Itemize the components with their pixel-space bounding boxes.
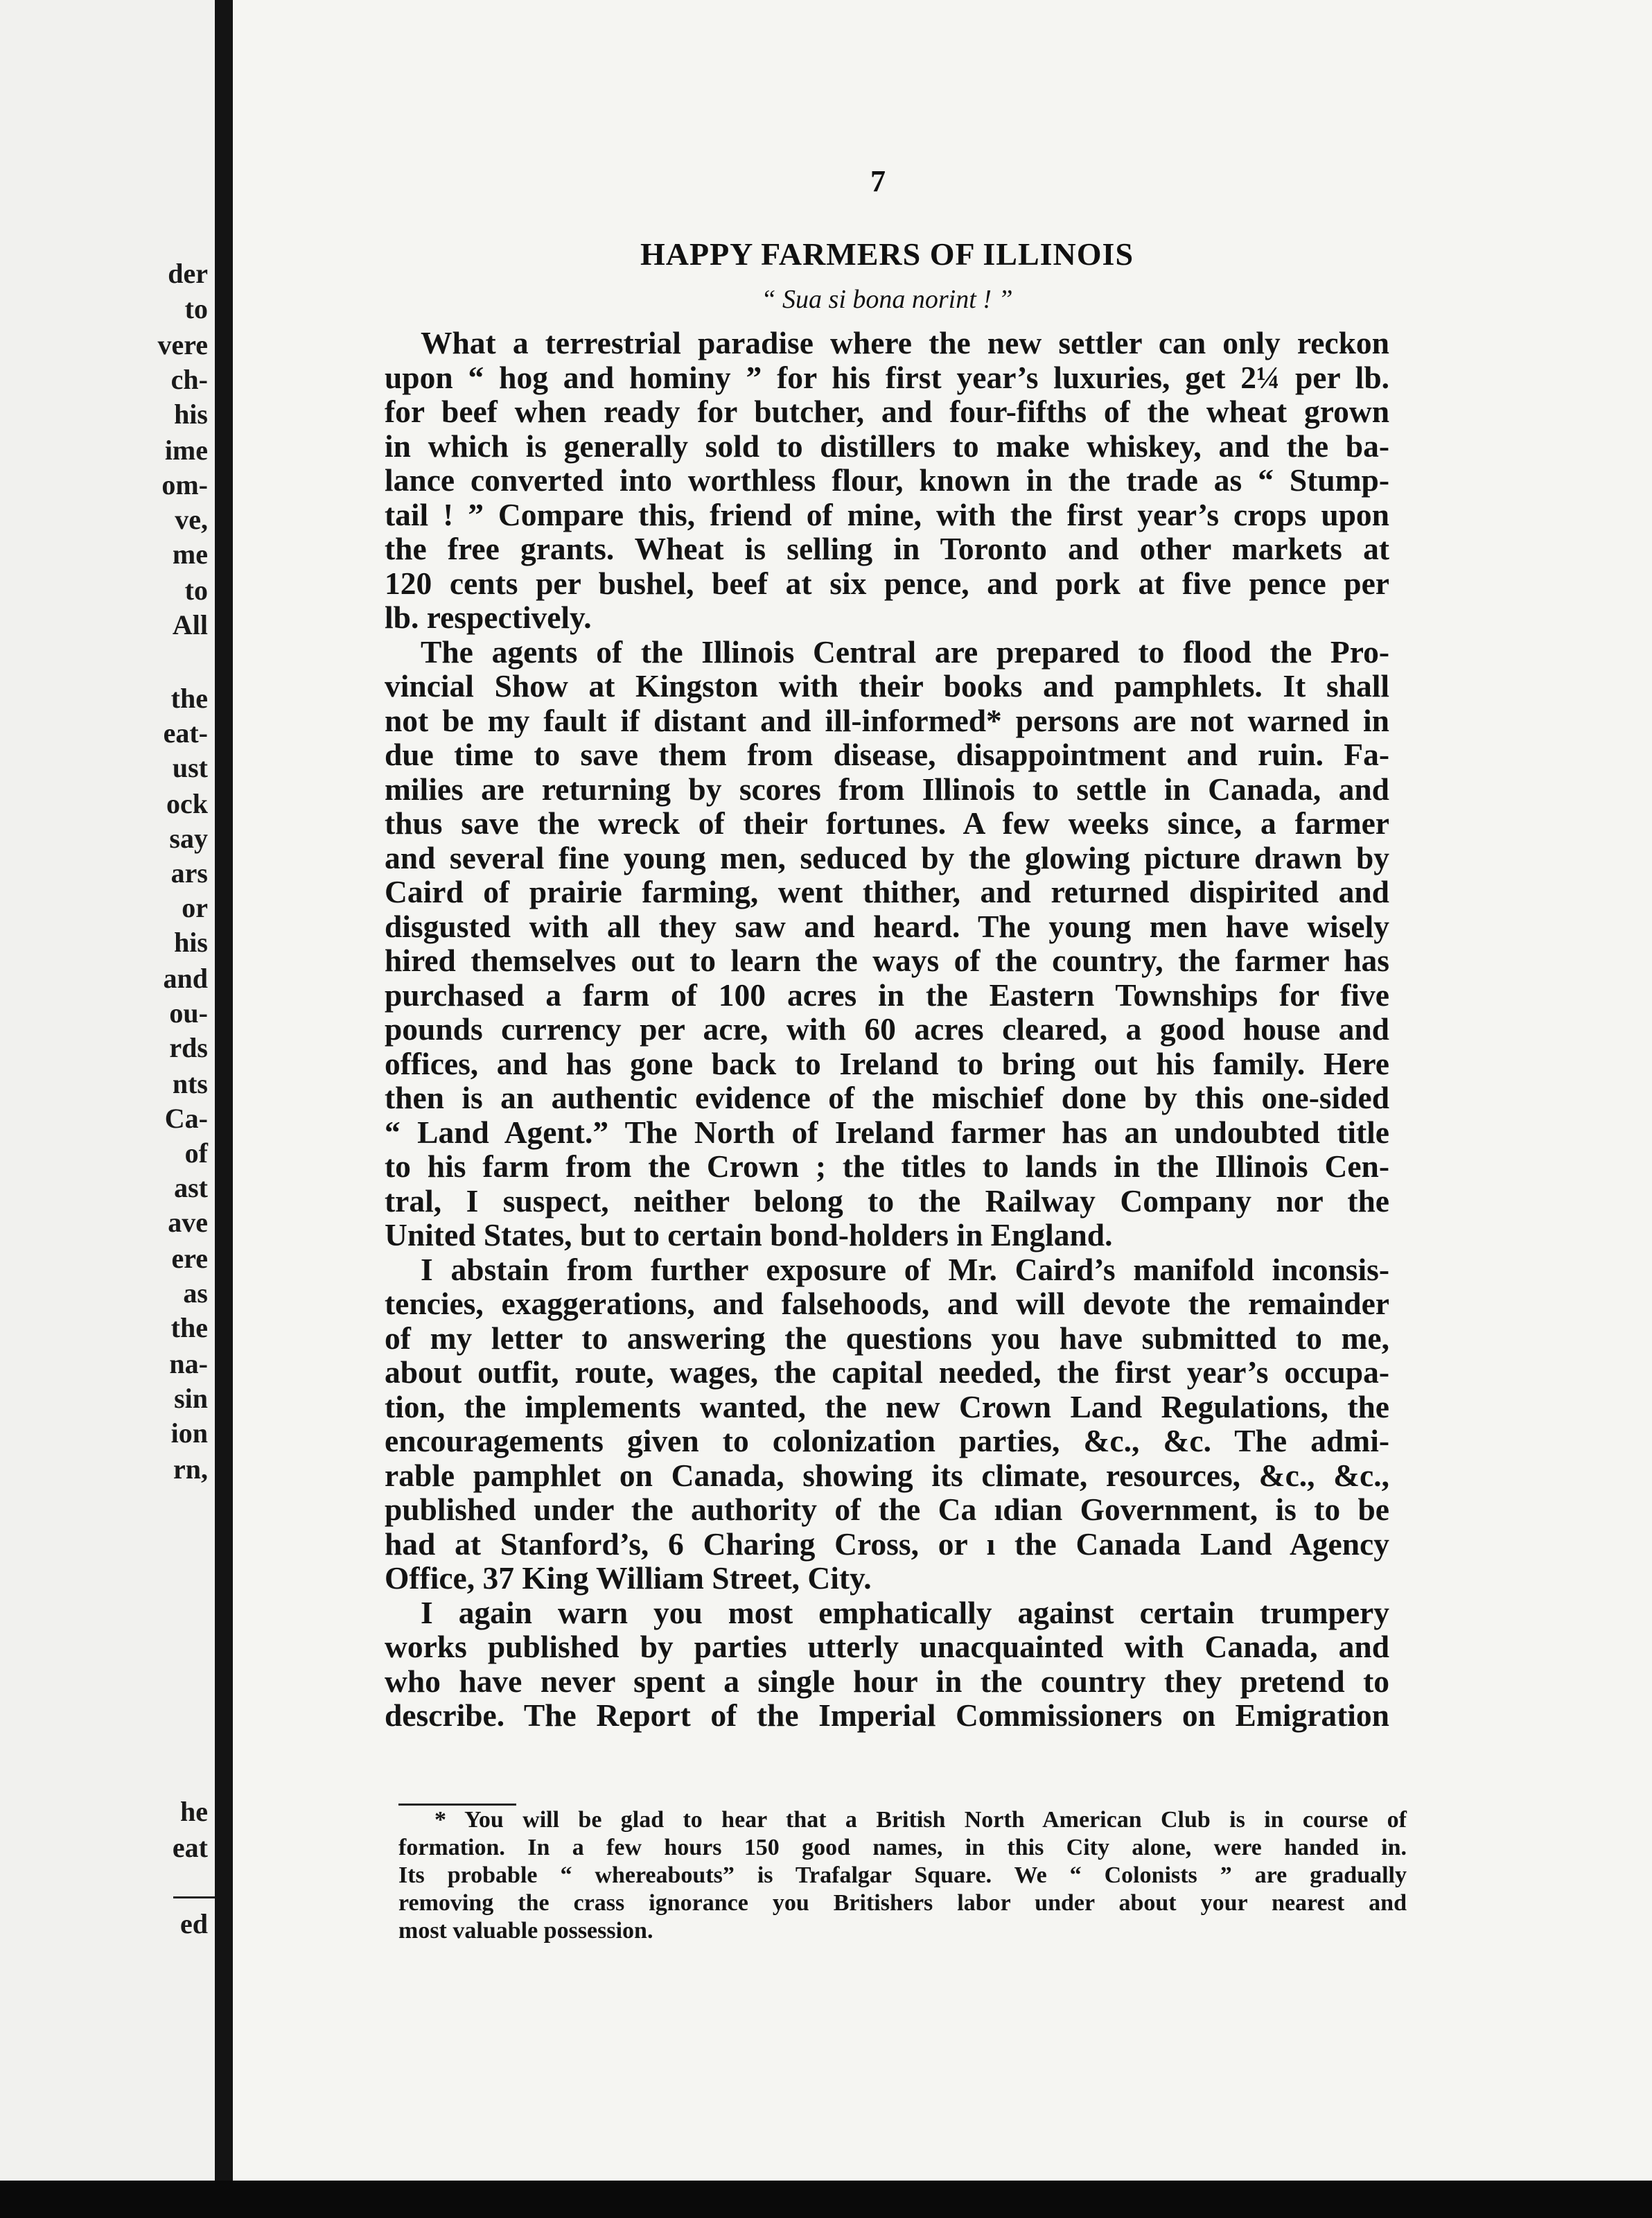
facing-page-word-fragment: to [184,575,208,606]
text-line: rable pamphlet on Canada, showing its climate, resources, &c., &c., [385,1457,1389,1493]
text-line: milies are returning by scores from Illinois to settle in Canada, and [385,771,1389,807]
facing-page-rule [173,1896,215,1898]
footnote-line: removing the crass ignorance you Britishers labor under about your nearest and [398,1890,1407,1916]
facing-page-word-fragment: his [174,927,208,958]
facing-page-word-fragment: der [168,258,208,289]
facing-page-word-fragment: Ca- [164,1103,208,1134]
text-line: thus save the wreck of their fortunes. A few weeks since, a farmer [385,805,1389,841]
facing-page-fragment [0,0,215,2181]
facing-page-word-fragment: ou- [169,997,208,1029]
footnote-line: most valuable possession. [398,1918,653,1944]
text-line: lance converted into worthless flour, known in the trade as “ Stump- [385,462,1389,498]
footnote-line: Its probable “ whereabouts” is Trafalgar Square. We “ Colonists ” are gradually [398,1862,1407,1888]
facing-page-word-fragment: the [170,683,208,714]
facing-page-word-fragment: nts [172,1068,208,1099]
text-line: the free grants. Wheat is selling in Toronto and other markets at [385,531,1389,566]
paragraph [385,1596,1389,1733]
text-line: Caird of prairie farming, went thither, and returned dispirited and [385,874,1389,909]
facing-page-word-fragment: ock [166,788,208,819]
facing-page-word-fragment: rds [169,1032,208,1063]
text-line: tion, the implements wanted, the new Crown Land Regulations, the [385,1388,1389,1424]
text-line: “ Land Agent.” The North of Ireland farmer has an undoubted title [385,1114,1389,1150]
text-line: for beef when ready for butcher, and four-fifths of the wheat grown [385,394,1389,429]
facing-page-word-fragment: om- [161,469,208,500]
facing-page-word-fragment: sin [174,1383,208,1414]
facing-page-word-fragment: eat- [163,717,208,749]
footnote [398,1806,1407,1945]
facing-page-word-fragment: eat [172,1832,208,1863]
facing-page-word-fragment: ars [170,857,208,889]
facing-page-word-fragment: vere [157,329,208,360]
text-line: to his farm from the Crown ; the titles to lands in the Illinois Cen- [385,1149,1389,1184]
text-line: What a terrestrial paradise where the new settler can only reckon [421,325,1389,360]
facing-page-word-fragment: ch- [170,364,208,395]
facing-page-word-fragment: ion [170,1417,208,1449]
text-line: pounds currency per acre, with 60 acres cleared, a good house and [385,1011,1389,1047]
facing-page-word-fragment: na- [169,1348,208,1379]
facing-page-word-fragment: to [184,293,208,324]
body-text [385,326,1389,1733]
text-line: about outfit, route, wages, the capital needed, the first year’s occupa- [385,1354,1389,1390]
facing-page-word-fragment: ime [164,435,208,466]
text-line: The agents of the Illinois Central are prepared to flood the Pro- [421,634,1389,670]
text-line: purchased a farm of 100 acres in the Eastern Townships for five [385,977,1389,1013]
text-line: encouragements given to colonization parties, &c., &c. The admi- [385,1423,1389,1458]
footnote-line: formation. In a few hours 150 good names, in this City alone, were handed in. [398,1835,1407,1860]
facing-page-word-fragment: me [172,539,208,570]
text-line: had at Stanford’s, 6 Charing Cross, or ı the Canada Land Agency [385,1526,1389,1562]
text-line: vincial Show at Kingston with their books and pamphlets. It shall [385,668,1389,704]
text-line: lb. respectively. [385,600,592,635]
motto: “ Sua si bona norint ! ” [761,285,1013,314]
text-line: United States, but to certain bond-holders in England. [385,1217,1113,1252]
facing-page-word-fragment: the [170,1312,208,1343]
text-line: of my letter to answering the questions you have submitted to me, [385,1320,1389,1356]
facing-page-word-fragment: rn, [173,1453,208,1485]
footnote-rule [398,1804,516,1806]
paragraph [385,635,1389,1252]
text-line: 120 cents per bushel, beef at six pence, and pork at five pence per [385,565,1389,601]
facing-page-word-fragment: ave [168,1207,208,1238]
text-line: I again warn you most emphatically against certain trumpery [421,1594,1389,1630]
facing-page-word-fragment: of [184,1137,208,1169]
text-line: works published by parties utterly unacquainted with Canada, and [385,1629,1389,1664]
facing-page-word-fragment: say [169,823,208,854]
text-line: who have never spent a single hour in the country they pretend to [385,1663,1389,1699]
text-line: due time to save them from disease, disappointment and ruin. Fa- [385,737,1389,772]
text-line: tral, I suspect, neither belong to the Railway Company nor the [385,1182,1389,1219]
text-line: Office, 37 King William Street, City. [385,1560,872,1596]
book-gutter [215,0,233,2181]
facing-page-word-fragment: his [174,399,208,430]
text-line: disgusted with all they saw and heard. The young men have wisely [385,908,1389,944]
paragraph [385,326,1389,635]
text-line: tail ! ” Compare this, friend of mine, with the first year’s crops upon [385,496,1389,532]
facing-page-word-fragment: ve, [175,504,208,535]
paragraph [385,1252,1389,1596]
text-line: not be my fault if distant and ill-informed* persons are not warned in [385,702,1389,738]
facing-page-word-fragment: ed [180,1908,208,1939]
facing-page-word-fragment: as [183,1277,208,1309]
facing-page-word-fragment: or [182,892,208,923]
text-line: upon “ hog and hominy ” for his first year’s luxuries, get 2¼ per lb. [385,359,1389,395]
facing-page-word-fragment: he [180,1796,208,1827]
chapter-heading: HAPPY FARMERS OF ILLINOIS [640,236,1134,272]
footnote-line: * You will be glad to hear that a British North American Club is in course of [434,1807,1407,1833]
facing-page-word-fragment: and [163,963,208,994]
facing-page-word-fragment: All [172,609,208,640]
text-line: and several fine young men, seduced by the glowing picture drawn by [385,839,1389,875]
facing-page-word-fragment: ust [172,752,208,783]
text-line: hired themselves out to learn the ways of the country, the farmer has [385,943,1389,978]
text-line: tencies, exaggerations, and falsehoods, and will devote the remainder [385,1286,1389,1321]
page-number: 7 [870,164,886,198]
text-line: I abstain from further exposure of Mr. Caird’s manifold inconsis- [421,1251,1389,1287]
facing-page-word-fragment: ere [171,1243,208,1274]
scan-border [0,2181,1652,2218]
facing-page-word-fragment: ast [174,1172,208,1203]
text-line: offices, and has gone back to Ireland to bring out his family. Here [385,1045,1389,1081]
text-line: describe. The Report of the Imperial Commissioners on Emigration [385,1697,1389,1733]
text-line: then is an authentic evidence of the mischief done by this one-sided [385,1080,1389,1115]
text-line: in which is generally sold to distillers to make whiskey, and the ba- [385,428,1389,464]
text-line: published under the authority of the Ca ıdian Government, is to be [385,1492,1389,1527]
